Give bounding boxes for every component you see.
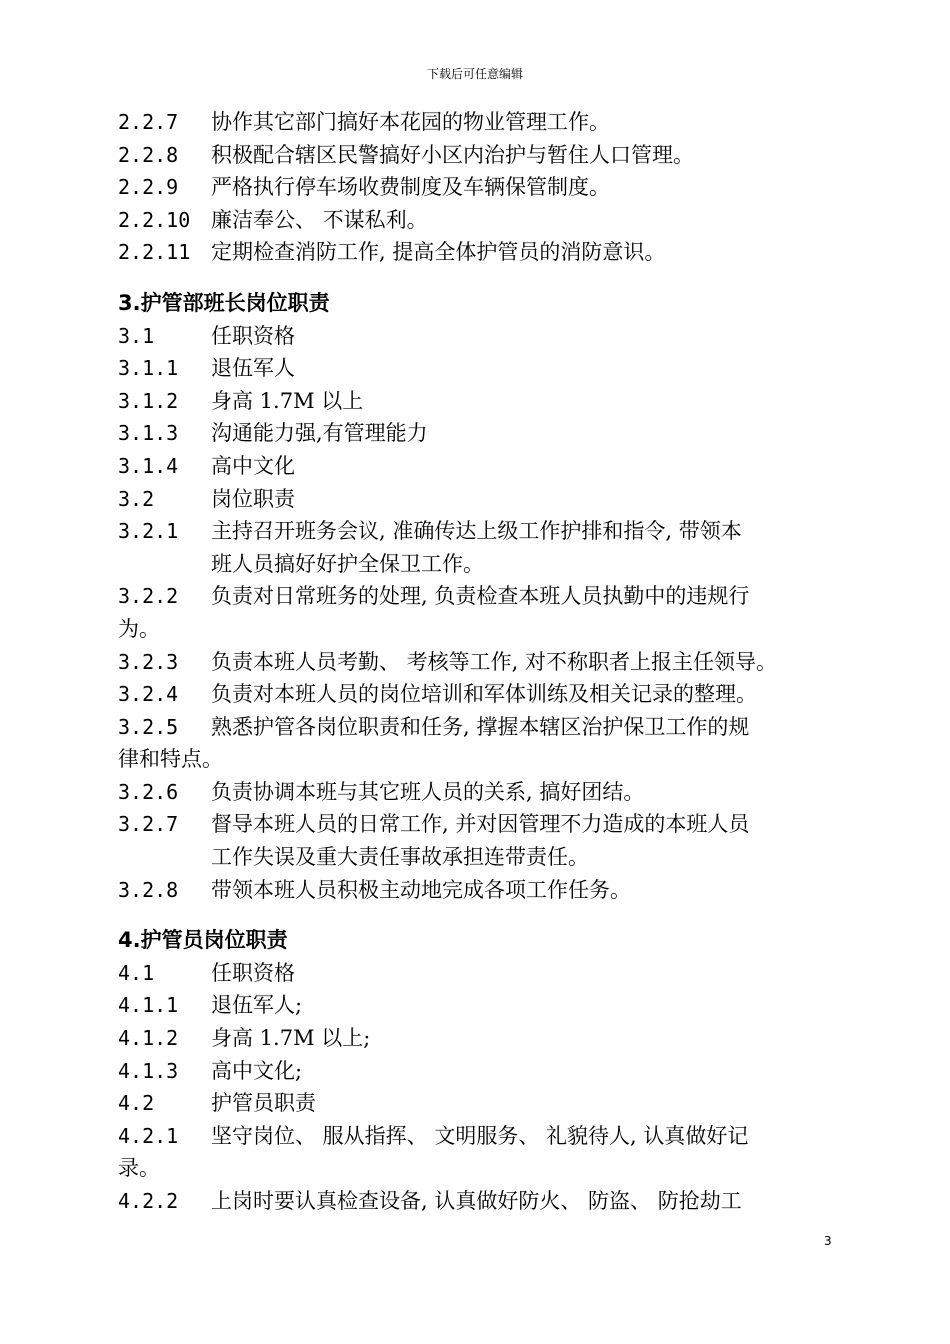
clause-line xyxy=(118,352,838,385)
section-heading: 4.护管员岗位职责 xyxy=(118,928,288,953)
clause-text: 带领本班人员积极主动地完成各项工作任务。 xyxy=(211,877,631,902)
clause-text: 督导本班人员的日常工作, 并对因管理不力造成的本班人员 xyxy=(211,812,750,837)
clause-number: 2.2.9 xyxy=(118,175,179,200)
clause-text: 上岗时要认真检查设备, 认真做好防火、 防盗、 防抢劫工 xyxy=(211,1189,742,1213)
clause-text: 沟通能力强,有管理能力 xyxy=(211,421,428,446)
clause-text: 护管员职责 xyxy=(211,1091,316,1116)
clause-line xyxy=(118,678,838,711)
clause-number: 2.2.7 xyxy=(118,110,179,134)
clause-line xyxy=(118,1120,838,1153)
clause-text: 协作其它部门搞好本花园的物业管理工作。 xyxy=(211,110,610,134)
clause-text: 岗位职责 xyxy=(211,486,295,511)
clause-number: 4.1.3 xyxy=(118,1058,179,1083)
clause-line xyxy=(118,1185,838,1218)
clause-line xyxy=(118,236,838,269)
clause-number: 3.1.1 xyxy=(118,356,179,381)
clause-line xyxy=(118,417,838,450)
clause-text: 负责对日常班务的处理, 负责检查本班人员执勤中的违规行 xyxy=(211,584,750,609)
clause-line xyxy=(118,808,838,841)
clause-number: 3.2 xyxy=(118,486,155,511)
clause-text: 身高 1.7M 以上 xyxy=(211,388,364,413)
clause-number: 3.2.5 xyxy=(118,714,179,739)
clause-text: 高中文化 xyxy=(211,453,295,478)
clause-number: 3.1 xyxy=(118,323,155,348)
clause-line xyxy=(118,874,838,907)
clause-number: 4.1.1 xyxy=(118,993,179,1018)
clause-number: 3.1.3 xyxy=(118,421,179,446)
clause-text: 严格执行停车场收费制度及车辆保管制度。 xyxy=(211,175,610,200)
clause-line xyxy=(118,385,838,418)
clause-text: 负责对本班人员的岗位培训和军体训练及相关记录的整理。 xyxy=(211,682,757,707)
clause-line xyxy=(118,106,838,139)
clause-text: 身高 1.7M 以上; xyxy=(211,1026,371,1051)
clause-line xyxy=(118,139,838,172)
clause-number: 4.2.1 xyxy=(118,1123,179,1148)
clause-continuation: 为。 xyxy=(118,616,160,641)
clause-number: 2.2.10 xyxy=(118,207,191,232)
clause-line xyxy=(118,320,838,353)
clause-number: 3.2.4 xyxy=(118,682,179,707)
clause-number: 3.2.6 xyxy=(118,779,179,804)
clause-number: 2.2.11 xyxy=(118,240,191,265)
clause-line xyxy=(118,515,838,548)
clause-line xyxy=(118,776,838,809)
clause-number: 3.1.4 xyxy=(118,453,179,478)
clause-line xyxy=(118,580,838,613)
clause-number: 4.1.2 xyxy=(118,1026,179,1051)
clause-text: 任职资格 xyxy=(211,323,295,348)
clause-line xyxy=(118,711,838,744)
clause-line xyxy=(118,646,838,679)
clause-continuation: 律和特点。 xyxy=(118,747,223,772)
clause-text: 任职资格 xyxy=(211,960,295,985)
clause-number: 3.2.3 xyxy=(118,649,179,674)
clause-text: 廉洁奉公、 不谋私利。 xyxy=(211,207,428,232)
clause-line xyxy=(118,957,838,990)
clause-text: 退伍军人 xyxy=(211,356,295,381)
clause-text: 负责协调本班与其它班人员的关系, 搞好团结。 xyxy=(211,779,645,804)
clause-text: 坚守岗位、 服从指挥、 文明服务、 礼貌待人, 认真做好记 xyxy=(211,1123,749,1148)
clause-number: 3.2.7 xyxy=(118,812,179,837)
clause-line xyxy=(118,483,838,516)
clause-text: 主持召开班务会议, 准确传达上级工作护排和指令, 带领本 xyxy=(211,519,742,544)
clause-line xyxy=(118,171,838,204)
clause-line xyxy=(118,204,838,237)
clause-text: 定期检查消防工作, 提高全体护管员的消防意识。 xyxy=(211,240,666,265)
clause-continuation: 录。 xyxy=(118,1156,160,1181)
clause-text: 积极配合辖区民警搞好小区内治护与暂住人口管理。 xyxy=(211,142,694,167)
clause-text: 高中文化; xyxy=(211,1058,303,1083)
clause-continuation: 工作失误及重大责任事故承担连带责任。 xyxy=(211,845,589,870)
clause-text: 退伍军人; xyxy=(211,993,303,1018)
clause-line xyxy=(118,450,838,483)
clause-number: 3.1.2 xyxy=(118,388,179,413)
page-number: 3 xyxy=(824,1234,832,1248)
page-header: 下载后可任意编辑 xyxy=(426,67,523,81)
clause-number: 4.2.2 xyxy=(118,1189,179,1213)
clause-text: 负责本班人员考勤、 考核等工作, 对不称职者上报主任领导。 xyxy=(211,649,778,674)
clause-number: 2.2.8 xyxy=(118,142,179,167)
clause-continuation: 班人员搞好好护全保卫工作。 xyxy=(211,551,484,576)
clause-line xyxy=(118,1022,838,1055)
clause-line xyxy=(118,989,838,1022)
clause-number: 3.2.1 xyxy=(118,519,179,544)
document-body xyxy=(118,106,838,1218)
clause-number: 4.2 xyxy=(118,1091,155,1116)
clause-line xyxy=(118,1087,838,1120)
clause-text: 熟悉护管各岗位职责和任务, 撑握本辖区治护保卫工作的规 xyxy=(211,714,750,739)
section-heading: 3.护管部班长岗位职责 xyxy=(118,290,330,315)
clause-line xyxy=(118,1055,838,1088)
clause-number: 4.1 xyxy=(118,960,155,985)
clause-number: 3.2.2 xyxy=(118,584,179,609)
clause-number: 3.2.8 xyxy=(118,877,179,902)
